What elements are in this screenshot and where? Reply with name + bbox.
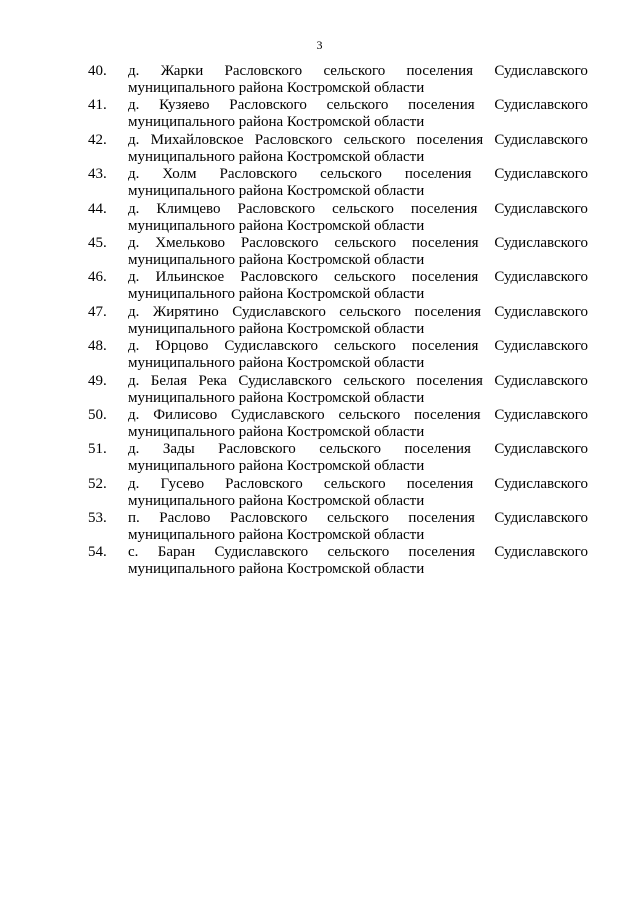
item-text-line1 [128,131,588,149]
item-number: 46. [88,269,107,286]
item-word: Судиславского [494,338,588,355]
item-word: поселения [416,131,484,148]
item-word: Баран [157,544,196,561]
item-word: Судиславского [231,406,325,423]
item-word: Филисово [153,406,218,423]
item-word: д. [128,475,140,492]
item-text-line1 [128,406,588,424]
item-word: сельского [327,544,390,561]
item-text-line2: муниципального района Костромской области [128,217,425,234]
item-text-line2: муниципального района Костромской области [128,251,425,268]
item-word: Кузяево [159,97,210,114]
item-word: сельского [323,63,386,79]
item-word: Судиславского [214,544,309,561]
item-text-line2: муниципального района Костромской области [128,183,425,200]
item-number: 44. [88,200,107,217]
item-word: Белая [150,372,188,389]
item-word: Расловского [218,441,296,458]
item-word: поселения [406,63,474,79]
list-item [88,406,588,440]
item-number: 53. [88,510,107,527]
item-word: сельского [334,338,396,355]
item-text-line2: муниципального района Костромской области [128,458,425,475]
item-word: Судиславского [494,97,588,114]
item-text-line1 [128,372,588,390]
item-text-line2: муниципального района Костромской области [128,492,425,509]
item-word: поселения [404,441,471,458]
item-text-line2: муниципального района Костромской области [128,389,425,406]
item-word: поселения [414,303,481,320]
list-item [88,234,588,268]
item-text-line1 [128,200,588,218]
item-word: сельского [333,269,396,286]
item-number: 42. [88,131,107,148]
item-word: поселения [411,269,479,286]
item-text-line1 [128,165,588,183]
item-word: Жирятино [152,303,219,320]
item-word: поселения [404,166,472,183]
item-text-line1 [128,475,588,493]
item-text-line1 [128,268,588,286]
item-word: Река [198,372,227,389]
item-word: д. [128,234,140,251]
item-word: Судиславского [494,475,588,492]
item-number: 40. [88,63,107,79]
item-word: Расловского [240,269,318,286]
item-word: д. [128,269,140,286]
list-item [88,543,588,577]
item-word: Расловского [237,200,316,217]
list-item [88,372,588,406]
item-number: 47. [88,303,107,320]
item-word: Расловского [224,63,303,79]
item-text-line2: муниципального района Костромской области [128,423,425,440]
page-number: 3 [316,38,323,52]
item-number: 43. [88,166,107,183]
item-text-line2: муниципального района Костромской области [128,114,425,131]
item-word: Судиславского [494,303,588,320]
item-word: д. [128,441,140,458]
item-word: Раслово [159,510,211,527]
item-word: д. [128,63,140,79]
item-word: поселения [410,200,478,217]
item-word: д. [128,338,140,355]
item-text-line2: муниципального района Костромской области [128,148,425,165]
item-word: Судиславского [494,166,588,183]
item-number: 54. [88,544,107,561]
item-word: Судиславского [494,406,588,423]
item-word: сельского [326,97,389,114]
item-word: сельского [323,475,386,492]
item-text-line2: муниципального района Костромской области [128,355,425,372]
item-word: Расловского [229,97,307,114]
list-item [88,200,588,234]
item-word: Судиславского [494,131,588,148]
list-item [88,62,588,96]
item-word: Хмельково [155,234,226,251]
item-word: д. [128,372,140,389]
item-word: поселения [416,372,483,389]
item-text-line1 [128,543,588,561]
item-word: Расловского [229,510,308,527]
list-item [88,96,588,130]
item-text-line2: муниципального района Костромской области [128,320,425,337]
item-word: поселения [408,510,475,527]
item-word: Зады [162,441,195,458]
item-word: Расловского [254,131,333,148]
item-word: д. [128,131,140,148]
item-word: Ильинское [155,269,225,286]
item-number: 49. [88,372,107,389]
item-word: Климцево [156,200,221,217]
item-word: Жарки [160,63,204,79]
item-number: 52. [88,475,107,492]
item-word: Судиславского [494,441,588,458]
item-word: Судиславского [494,544,588,561]
item-word: Судиславского [494,269,588,286]
item-text-line1 [128,303,588,321]
item-word: д. [128,303,140,320]
item-word: поселения [411,338,479,355]
item-word: Расловского [240,234,319,251]
list-item [88,337,588,371]
item-text-line2: муниципального района Костромской области [128,80,425,96]
item-word: п. [128,510,140,527]
item-text-line1 [128,509,588,527]
item-word: Расловского [225,475,303,492]
item-word: сельского [343,372,406,389]
item-word: поселения [414,406,481,423]
item-text-line2: муниципального района Костромской области [128,286,425,303]
item-word: сельского [343,131,406,148]
item-word: сельского [319,441,381,458]
item-word: сельского [339,303,402,320]
item-text-line1 [128,96,588,114]
item-word: Холм [162,166,197,183]
item-word: поселения [408,97,475,114]
list-item [88,303,588,337]
item-word: д. [128,200,140,217]
item-number: 51. [88,441,107,458]
item-number: 41. [88,97,107,114]
item-word: д. [128,97,140,114]
item-number: 50. [88,406,107,423]
item-word: Судиславского [494,63,588,79]
item-word: Михайловское [150,131,244,148]
item-text-line1 [128,440,588,458]
item-word: Гусево [160,475,205,492]
item-text-line2: муниципального района Костромской области [128,561,425,578]
item-number: 45. [88,234,107,251]
item-word: д. [128,406,140,423]
list-item [88,440,588,474]
item-number: 48. [88,338,107,355]
item-word: Судиславского [494,234,588,251]
item-word: сельского [332,200,394,217]
item-word: поселения [406,475,474,492]
item-word: Расловского [219,166,298,183]
item-text-line2: муниципального района Костромской области [128,527,425,544]
item-word: сельского [320,166,382,183]
item-word: Судиславского [494,510,588,527]
list-item [88,268,588,302]
item-word: Судиславского [494,200,588,217]
item-word: сельского [334,234,397,251]
settlement-list [88,62,588,578]
item-word: Судиславского [232,303,326,320]
item-word: Судиславского [224,338,318,355]
item-text-line1 [128,337,588,355]
list-item [88,165,588,199]
item-word: д. [128,166,140,183]
list-item [88,475,588,509]
item-text-line1 [128,234,588,252]
item-word: Юрцово [155,338,209,355]
item-word: поселения [408,544,476,561]
item-word: поселения [412,234,479,251]
list-item [88,131,588,165]
item-word: сельского [338,406,401,423]
item-word: Судиславского [238,372,332,389]
item-word: сельского [327,510,389,527]
list-item [88,509,588,543]
item-text-line1 [128,62,588,80]
item-word: Судиславского [494,372,588,389]
item-word: с. [128,544,139,561]
